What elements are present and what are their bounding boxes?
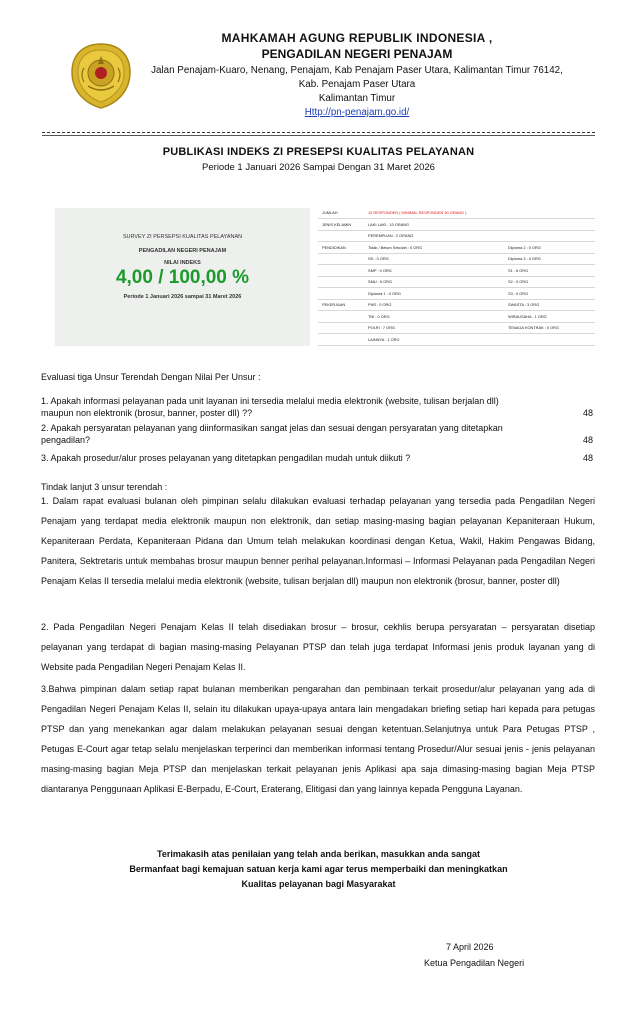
evaluation-item-text-cont: maupun non elektronik (brosur, banner, poster dll) ?? [41, 407, 253, 418]
closing-remarks [0, 847, 637, 892]
demographics-row [318, 300, 595, 311]
index-label: NILAI INDEKS [164, 260, 201, 266]
address-line-3: Kalimantan Timur [318, 93, 396, 104]
demographics-cell: WIRAUSAHA : 1 ORG [508, 313, 547, 319]
publication-title: PUBLIKASI INDEKS ZI PRESEPSI KUALITAS PELAYANAN [162, 146, 475, 158]
survey-index-card [55, 208, 310, 346]
demographics-cell: JENIS KELAMIN [322, 221, 352, 227]
evaluation-item-text: 3. Apakah prosedur/alur proses pelayanan yang ditetapkan pengadilan mudah untuk diikuti ? [41, 453, 411, 463]
demographics-cell: S1 : 6 ORG [508, 267, 529, 273]
demographics-row [318, 335, 595, 346]
demographics-cell: Diploma 2 : 0 ORG [508, 244, 541, 250]
demographics-cell: SD : 0 ORG [368, 256, 389, 261]
website-link[interactable]: Http://pn-penajam.go.id/ [304, 107, 410, 118]
evaluation-score: 48 [582, 434, 593, 445]
followup-paragraph-2: 2. Pada Pengadilan Negeri Penajam Kelas II telah disediakan brosur – brosur, cekhlis berupa persyaratan – persyaratan disetiap pelayanan yang terdapat di bagian masing-masing Pelayanan PTSP dan telah juga terdapat Informasi jenis produk layanan yang di Website pada Pengadilan Negeri Penajam Kelas II. [41, 622, 595, 672]
evaluation-item-1 [41, 396, 596, 419]
publication-period: Periode 1 Januari 2026 Sampai Dengan 31 Maret 2026 [202, 162, 435, 173]
survey-title: SURVEY ZI PERSEPSI KUALITAS PELAYANAN [122, 234, 243, 240]
closing-line-2: Bermanfaat bagi kemajuan satuan kerja kami agar terus memperbaiki dan meningkatkan [129, 864, 508, 874]
evaluation-item-text: 1. Apakah informasi pelayanan pada unit layanan ini tersedia melalui media elektronik (website, tulisan berjalan dll) [41, 396, 499, 406]
header-divider-solid [42, 135, 595, 136]
followup-heading: Tindak lanjut 3 unsur terendah : [41, 482, 168, 492]
survey-period: Periode 1 Januari 2026 sampai 31 Maret 2026 [123, 294, 242, 300]
demographics-cell: SMP : 0 ORG [368, 267, 392, 273]
demographics-cell: Diploma 3 : 0 ORG [508, 256, 541, 261]
evaluation-item-text-cont: pengadilan? [41, 434, 91, 445]
demographics-row [318, 254, 595, 265]
header-divider-dashed [42, 132, 595, 133]
evaluation-score: 48 [582, 407, 593, 418]
evaluation-score: 48 [582, 453, 593, 463]
demographics-row [318, 243, 595, 254]
demographics-cell: TENAGA KONTRAK : 0 ORG [508, 325, 560, 330]
address-line-2: Kab. Penajam Paser Utara [298, 79, 416, 90]
demographics-cell: LAINNYA : 1 ORG [368, 336, 400, 342]
institution-name: MAHKAMAH AGUNG REPUBLIK INDONESIA , [221, 31, 493, 45]
survey-court: PENGADILAN NEGERI PENAJAM [138, 248, 227, 254]
respondent-demographics-table [318, 208, 595, 350]
closing-line-3: Kualitas pelayanan bagi Masyarakat [241, 879, 396, 889]
demographics-row [318, 289, 595, 300]
evaluation-item-2 [41, 423, 596, 446]
demographics-cell: PNS : 0 ORG [368, 302, 392, 307]
signature-date: 7 April 2026 [446, 942, 494, 952]
address-line-1: Jalan Penajam-Kuaro, Nenang, Penajam, Kab Penajam Paser Utara, Kalimantan Timur 76142, [151, 65, 563, 76]
evaluation-item-text: 2. Apakah persyaratan pelayanan yang diinformasikan sangat jelas dan sesuai dengan persyaratan yang ditetapkan [41, 423, 503, 433]
demographics-row [318, 323, 595, 334]
letterhead [136, 30, 578, 120]
demographics-cell: Diploma 1 : 0 ORG [368, 290, 401, 296]
demographics-cell: SWASTA : 3 ORG [508, 302, 540, 307]
demographics-row [318, 277, 595, 288]
court-emblem-logo [70, 42, 132, 110]
demographics-row [318, 312, 595, 323]
demographics-cell: Tidak / Belum Sekolah : 0 ORG [368, 244, 423, 250]
index-value: 4,00 / 100,00 % [115, 267, 250, 288]
court-name: PENGADILAN NEGERI PENAJAM [261, 47, 453, 61]
demographics-cell: PENDIDIKAN [322, 244, 346, 250]
demographics-cell: JUMLAH [322, 210, 338, 215]
demographics-row [318, 266, 595, 277]
demographics-cell: 12 RESPONDEN ( MINIMAL RESPONDEN 30 ORANG ) [368, 210, 467, 215]
signatory-title: Ketua Pengadilan Negeri [424, 958, 525, 968]
closing-line-1: Terimakasih atas penilaian yang telah anda berikan, masukkan anda sangat [157, 849, 480, 859]
evaluation-heading: Evaluasi tiga Unsur Terendah Dengan Nilai Per Unsur : [41, 372, 261, 382]
demographics-cell: POLRI : 7 ORG [368, 325, 396, 330]
demographics-row [318, 208, 595, 219]
demographics-cell: LAKI-LAKI : 10 ORANG [368, 221, 410, 227]
followup-paragraph-3: 3.Bahwa pimpinan dalam setiap rapat bulanan memberikan pengarahan dan pembinaan terkait prosedur/alur pelayanan yang ada di Pengadilan Negeri Penajam Kelas II, selain itu dilakukan upaya-upaya antara lain mengadakan briefing setiap hari kepada para petugas PTSP dan yang menekankan agar dalam melakukan pelayanan sesuai dengan ketentuan.Selanjutnya untuk Para Petugas PTSP , Petugas E-Court agar tetap selalu menjelaskan terperinci dan memberikan informasi tentang Prosedur/Alur sesuai jenis - jenis pelayanan masing-masing bagian Meja PTSP dan menjelaskan terkait pelayanan jenis Aplikasi apa saja dimasing-masing bagian Meja PTSP diantaranya Penggunaan Aplikasi E-Berpadu, E-Court, Eraterang, Elitigasi dan yang lainnya kepada Pengguna Layanan. [41, 684, 595, 794]
demographics-cell: S2 : 0 ORG [508, 279, 529, 284]
demographics-cell: TNI : 0 ORG [368, 313, 390, 319]
demographics-cell: PEREMPUAN : 2 ORANG [368, 233, 414, 238]
demographics-cell: PEKERJAAN [322, 302, 346, 307]
demographics-row [318, 231, 595, 242]
demographics-cell: SMU : 6 ORG [368, 279, 392, 284]
evaluation-item-3 [41, 453, 596, 465]
demographics-cell: S3 : 0 ORG [508, 290, 529, 296]
demographics-row [318, 220, 595, 231]
followup-paragraph-1: 1. Dalam rapat evaluasi bulanan oleh pimpinan selalu dilakukan evaluasi terhadap pelayanan yang tersedia pada Pengadilan Negeri Penajam yang terdapat media elektronik maupun non elektronik, dan setiap masing-masing bagian pelayanan Kepaniteraan Hukum, Kepaniteraan Perdata, Kepaniteraan Pidana dan Umum telah melakukan koordinasi dengan Ketua, Wakil, Hakim Pengawas Bidang, Panitera, Sektretaris untuk membahas brosur maupun benner perihal pelayanan.Informasi – Informasi Pelayanan pada Pengadilan Negeri Penajam Kelas II tersedia melalui media elektronik (website, tulisan berjalan dll) maupun non elektronik (brosur, banner, poster dll) [41, 496, 595, 586]
